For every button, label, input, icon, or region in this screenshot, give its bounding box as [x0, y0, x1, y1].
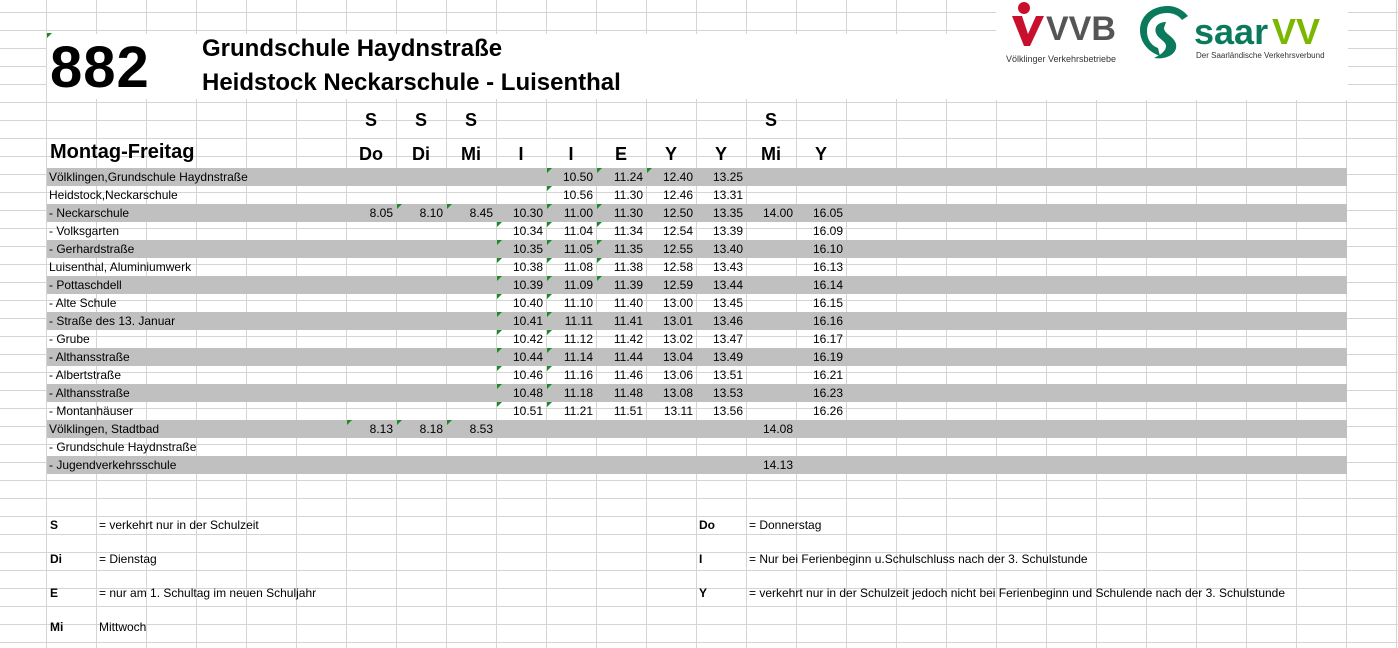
stop-name: - Jugendverkehrsschule [49, 458, 177, 472]
legend-symbol: E [50, 586, 59, 600]
cell-marker [447, 204, 452, 209]
departure-time[interactable]: 13.40 [712, 242, 743, 256]
departure-time[interactable]: 10.51 [512, 404, 543, 418]
departure-time[interactable]: 11.46 [613, 368, 643, 382]
departure-time[interactable]: 16.14 [812, 278, 843, 292]
departure-time[interactable]: 8.05 [369, 206, 393, 220]
departure-time[interactable]: 10.56 [562, 188, 593, 202]
departure-time[interactable]: 14.08 [762, 422, 793, 436]
departure-time[interactable]: 10.30 [512, 206, 543, 220]
legend-text: = Dienstag [99, 552, 157, 566]
day-type-label: Montag-Freitag [50, 141, 195, 163]
departure-time[interactable]: 13.43 [712, 260, 743, 274]
column-day-6: Y [664, 144, 677, 164]
legend-symbol: Di [50, 552, 62, 566]
route-title-line2: Heidstock Neckarschule - Luisenthal [202, 69, 621, 96]
departure-time[interactable]: 10.44 [512, 350, 543, 364]
departure-time[interactable]: 11.34 [613, 224, 643, 238]
stop-name: - Gerhardstraße [49, 242, 135, 256]
legend-symbol: S [50, 518, 59, 532]
column-flag-8: S [764, 110, 777, 130]
departure-time[interactable]: 13.39 [712, 224, 743, 238]
departure-time[interactable]: 10.42 [512, 332, 543, 346]
departure-time[interactable]: 12.55 [662, 242, 693, 256]
departure-time[interactable]: 13.01 [662, 314, 693, 328]
cell-marker [547, 186, 552, 191]
cell-marker [547, 222, 552, 227]
cell-marker [547, 384, 552, 389]
departure-time[interactable]: 10.40 [512, 296, 543, 310]
column-flag-1: S [414, 110, 427, 130]
stop-name: - Grundschule Haydnstraße [49, 440, 197, 454]
departure-time[interactable]: 11.04 [563, 224, 593, 238]
cell-marker [547, 240, 552, 245]
departure-time[interactable]: 10.48 [512, 386, 543, 400]
cell-marker [547, 366, 552, 371]
saarvv-logo-vv: VV [1272, 11, 1321, 52]
departure-time[interactable]: 11.40 [613, 296, 643, 310]
saarvv-logo [1136, 0, 1341, 70]
departure-time[interactable]: 13.45 [712, 296, 743, 310]
departure-time[interactable]: 16.05 [812, 206, 843, 220]
legend-symbol: Y [699, 586, 708, 600]
cell-marker [547, 294, 552, 299]
cell-marker [497, 222, 502, 227]
cell-marker [597, 240, 602, 245]
departure-time[interactable]: 13.06 [662, 368, 693, 382]
departure-time[interactable]: 10.34 [512, 224, 543, 238]
saarvv-logo-subtitle: Der Saarländische Verkehrsverbund [1196, 51, 1325, 60]
departure-time[interactable]: 10.38 [512, 260, 543, 274]
departure-time[interactable]: 10.46 [512, 368, 543, 382]
cell-marker [497, 366, 502, 371]
cell-marker [597, 276, 602, 281]
legend-text: = Nur bei Ferienbeginn u.Schulschluss nach der 3. Schulstunde [749, 552, 1088, 566]
cell-marker [547, 204, 552, 209]
departure-time[interactable]: 11.51 [613, 404, 643, 418]
stop-name: - Volksgarten [49, 224, 120, 238]
departure-time[interactable]: 16.19 [812, 350, 843, 364]
legend-symbol: I [699, 552, 703, 566]
stop-name: Luisenthal, Aluminiumwerk [49, 260, 192, 274]
departure-time[interactable]: 13.31 [712, 188, 743, 202]
cell-marker [397, 204, 402, 209]
departure-time[interactable]: 14.13 [762, 458, 793, 472]
cell-marker [497, 312, 502, 317]
stop-name: - Neckarschule [49, 206, 130, 220]
legend-symbol: Mi [50, 620, 64, 634]
departure-time[interactable]: 11.35 [613, 242, 643, 256]
departure-time[interactable]: 16.09 [812, 224, 843, 238]
legend-text: = Donnerstag [749, 518, 822, 532]
column-day-2: Mi [461, 144, 481, 164]
departure-time[interactable]: 13.56 [712, 404, 743, 418]
departure-time[interactable]: 11.44 [613, 350, 643, 364]
logo-area [996, 0, 1348, 100]
row-shade [47, 456, 1347, 474]
cell-marker [347, 420, 352, 425]
vvb-figure-icon [1012, 2, 1044, 46]
departure-time[interactable]: 13.46 [712, 314, 743, 328]
stop-name: - Albertstraße [49, 368, 122, 382]
column-flag-2: S [464, 110, 477, 130]
column-day-0: Do [359, 144, 383, 164]
departure-time[interactable]: 11.10 [563, 296, 593, 310]
departure-time[interactable]: 16.10 [812, 242, 843, 256]
column-day-8: Mi [761, 144, 781, 164]
departure-time[interactable]: 11.16 [563, 368, 593, 382]
departure-time[interactable]: 16.16 [812, 314, 843, 328]
departure-time[interactable]: 16.15 [812, 296, 843, 310]
departure-time[interactable]: 11.11 [564, 314, 593, 328]
cell-marker [497, 402, 502, 407]
departure-time[interactable]: 8.18 [419, 422, 443, 436]
departure-time[interactable]: 12.54 [662, 224, 693, 238]
route-title-line1: Grundschule Haydnstraße [202, 35, 503, 62]
column-day-1: Di [412, 144, 430, 164]
cell-marker [497, 330, 502, 335]
cell-marker [397, 420, 402, 425]
departure-time[interactable]: 11.38 [613, 260, 643, 274]
departure-time[interactable]: 13.00 [662, 296, 693, 310]
departure-time[interactable]: 13.49 [712, 350, 743, 364]
cell-marker [597, 258, 602, 263]
cell-marker [497, 294, 502, 299]
cell-marker [597, 222, 602, 227]
departure-time[interactable]: 13.35 [712, 206, 743, 220]
departure-time[interactable]: 13.04 [662, 350, 693, 364]
departure-time[interactable]: 10.35 [512, 242, 543, 256]
legend-text: = nur am 1. Schultag im neuen Schuljahr [99, 586, 317, 600]
departure-time[interactable]: 16.21 [812, 368, 843, 382]
departure-time[interactable]: 12.59 [662, 278, 693, 292]
departure-time[interactable]: 11.39 [613, 278, 643, 292]
cell-marker [497, 258, 502, 263]
departure-time[interactable]: 13.47 [712, 332, 743, 346]
cell-marker [547, 402, 552, 407]
cell-marker [547, 276, 552, 281]
departure-time[interactable]: 16.23 [812, 386, 843, 400]
route-number: 882 [50, 35, 150, 100]
stop-name: - Straße des 13. Januar [49, 314, 176, 328]
cell-marker [597, 204, 602, 209]
departure-time[interactable]: 11.00 [563, 206, 593, 220]
saarvv-logo-text: saar [1194, 11, 1269, 52]
stop-name: - Althansstraße [49, 386, 130, 400]
column-day-7: Y [714, 144, 727, 164]
stop-name: - Montanhäuser [49, 404, 134, 418]
cell-marker [497, 276, 502, 281]
stop-name: - Alte Schule [49, 296, 117, 310]
departure-time[interactable]: 11.09 [563, 278, 593, 292]
stop-name: Heidstock,Neckarschule [49, 188, 178, 202]
vvb-logo-text: VVB [1046, 10, 1116, 48]
cell-marker [47, 33, 52, 38]
departure-time[interactable]: 13.08 [662, 386, 693, 400]
departure-time[interactable]: 11.12 [563, 332, 593, 346]
cell-marker [447, 420, 452, 425]
column-day-3: I [518, 144, 524, 164]
departure-time[interactable]: 11.41 [613, 314, 643, 328]
row-shade [47, 420, 1347, 438]
departure-time[interactable]: 13.11 [663, 404, 693, 418]
departure-time[interactable]: 11.48 [613, 386, 643, 400]
departure-time[interactable]: 10.41 [512, 314, 543, 328]
departure-time[interactable]: 8.13 [369, 422, 393, 436]
departure-time[interactable]: 16.26 [812, 404, 843, 418]
cell-marker [497, 240, 502, 245]
cell-marker [547, 258, 552, 263]
cell-marker [547, 312, 552, 317]
cell-marker [597, 168, 602, 173]
vvb-logo-subtitle: Völklinger Verkehrsbetriebe [1006, 54, 1117, 64]
departure-time[interactable]: 8.45 [469, 206, 493, 220]
column-day-4: I [568, 144, 574, 164]
departure-time[interactable]: 8.53 [469, 422, 493, 436]
stop-name: Völklingen, Stadtbad [49, 422, 160, 436]
legend-text: = verkehrt nur in der Schulzeit [99, 518, 259, 532]
cell-marker [497, 348, 502, 353]
departure-time[interactable]: 13.44 [712, 278, 743, 292]
departure-time[interactable]: 11.21 [563, 404, 593, 418]
departure-time[interactable]: 13.25 [712, 170, 743, 184]
column-day-9: Y [814, 144, 827, 164]
departure-time[interactable]: 12.46 [662, 188, 693, 202]
departure-time[interactable]: 11.42 [613, 332, 643, 346]
column-flag-0: S [364, 110, 377, 130]
stop-name: - Althansstraße [49, 350, 130, 364]
departure-time[interactable]: 10.39 [512, 278, 543, 292]
column-day-5: E [614, 144, 627, 164]
departure-time[interactable]: 12.40 [662, 170, 693, 184]
departure-time[interactable]: 11.08 [563, 260, 593, 274]
stop-name: - Grube [49, 332, 90, 346]
departure-time[interactable]: 13.02 [662, 332, 693, 346]
cell-marker [647, 168, 652, 173]
saarvv-swirl-icon [1140, 6, 1188, 58]
departure-time[interactable]: 12.50 [662, 206, 693, 220]
legend-symbol: Do [699, 518, 715, 532]
legend-text: Mittwoch [99, 620, 147, 634]
cell-marker [547, 330, 552, 335]
vvb-logo [1000, 0, 1130, 70]
legend-text: = verkehrt nur in der Schulzeit jedoch nicht bei Ferienbeginn und Schulende nach der 3. Schulstunde [749, 586, 1286, 600]
cell-marker [547, 168, 552, 173]
departure-time[interactable]: 11.24 [613, 170, 643, 184]
stop-name: - Pottaschdell [49, 278, 122, 292]
departure-time[interactable]: 16.17 [812, 332, 843, 346]
departure-time[interactable]: 11.30 [613, 206, 643, 220]
stop-name: Völklingen,Grundschule Haydnstraße [49, 170, 248, 184]
departure-time[interactable]: 14.00 [762, 206, 793, 220]
departure-time[interactable]: 13.51 [712, 368, 743, 382]
departure-time[interactable]: 11.18 [563, 386, 593, 400]
departure-time[interactable]: 11.05 [563, 242, 593, 256]
departure-time[interactable]: 12.58 [662, 260, 693, 274]
cell-marker [547, 348, 552, 353]
departure-time[interactable]: 11.30 [613, 188, 643, 202]
departure-time[interactable]: 11.14 [563, 350, 593, 364]
departure-time[interactable]: 16.13 [812, 260, 843, 274]
departure-time[interactable]: 8.10 [419, 206, 443, 220]
cell-marker [497, 384, 502, 389]
departure-time[interactable]: 10.50 [562, 170, 593, 184]
departure-time[interactable]: 13.53 [712, 386, 743, 400]
